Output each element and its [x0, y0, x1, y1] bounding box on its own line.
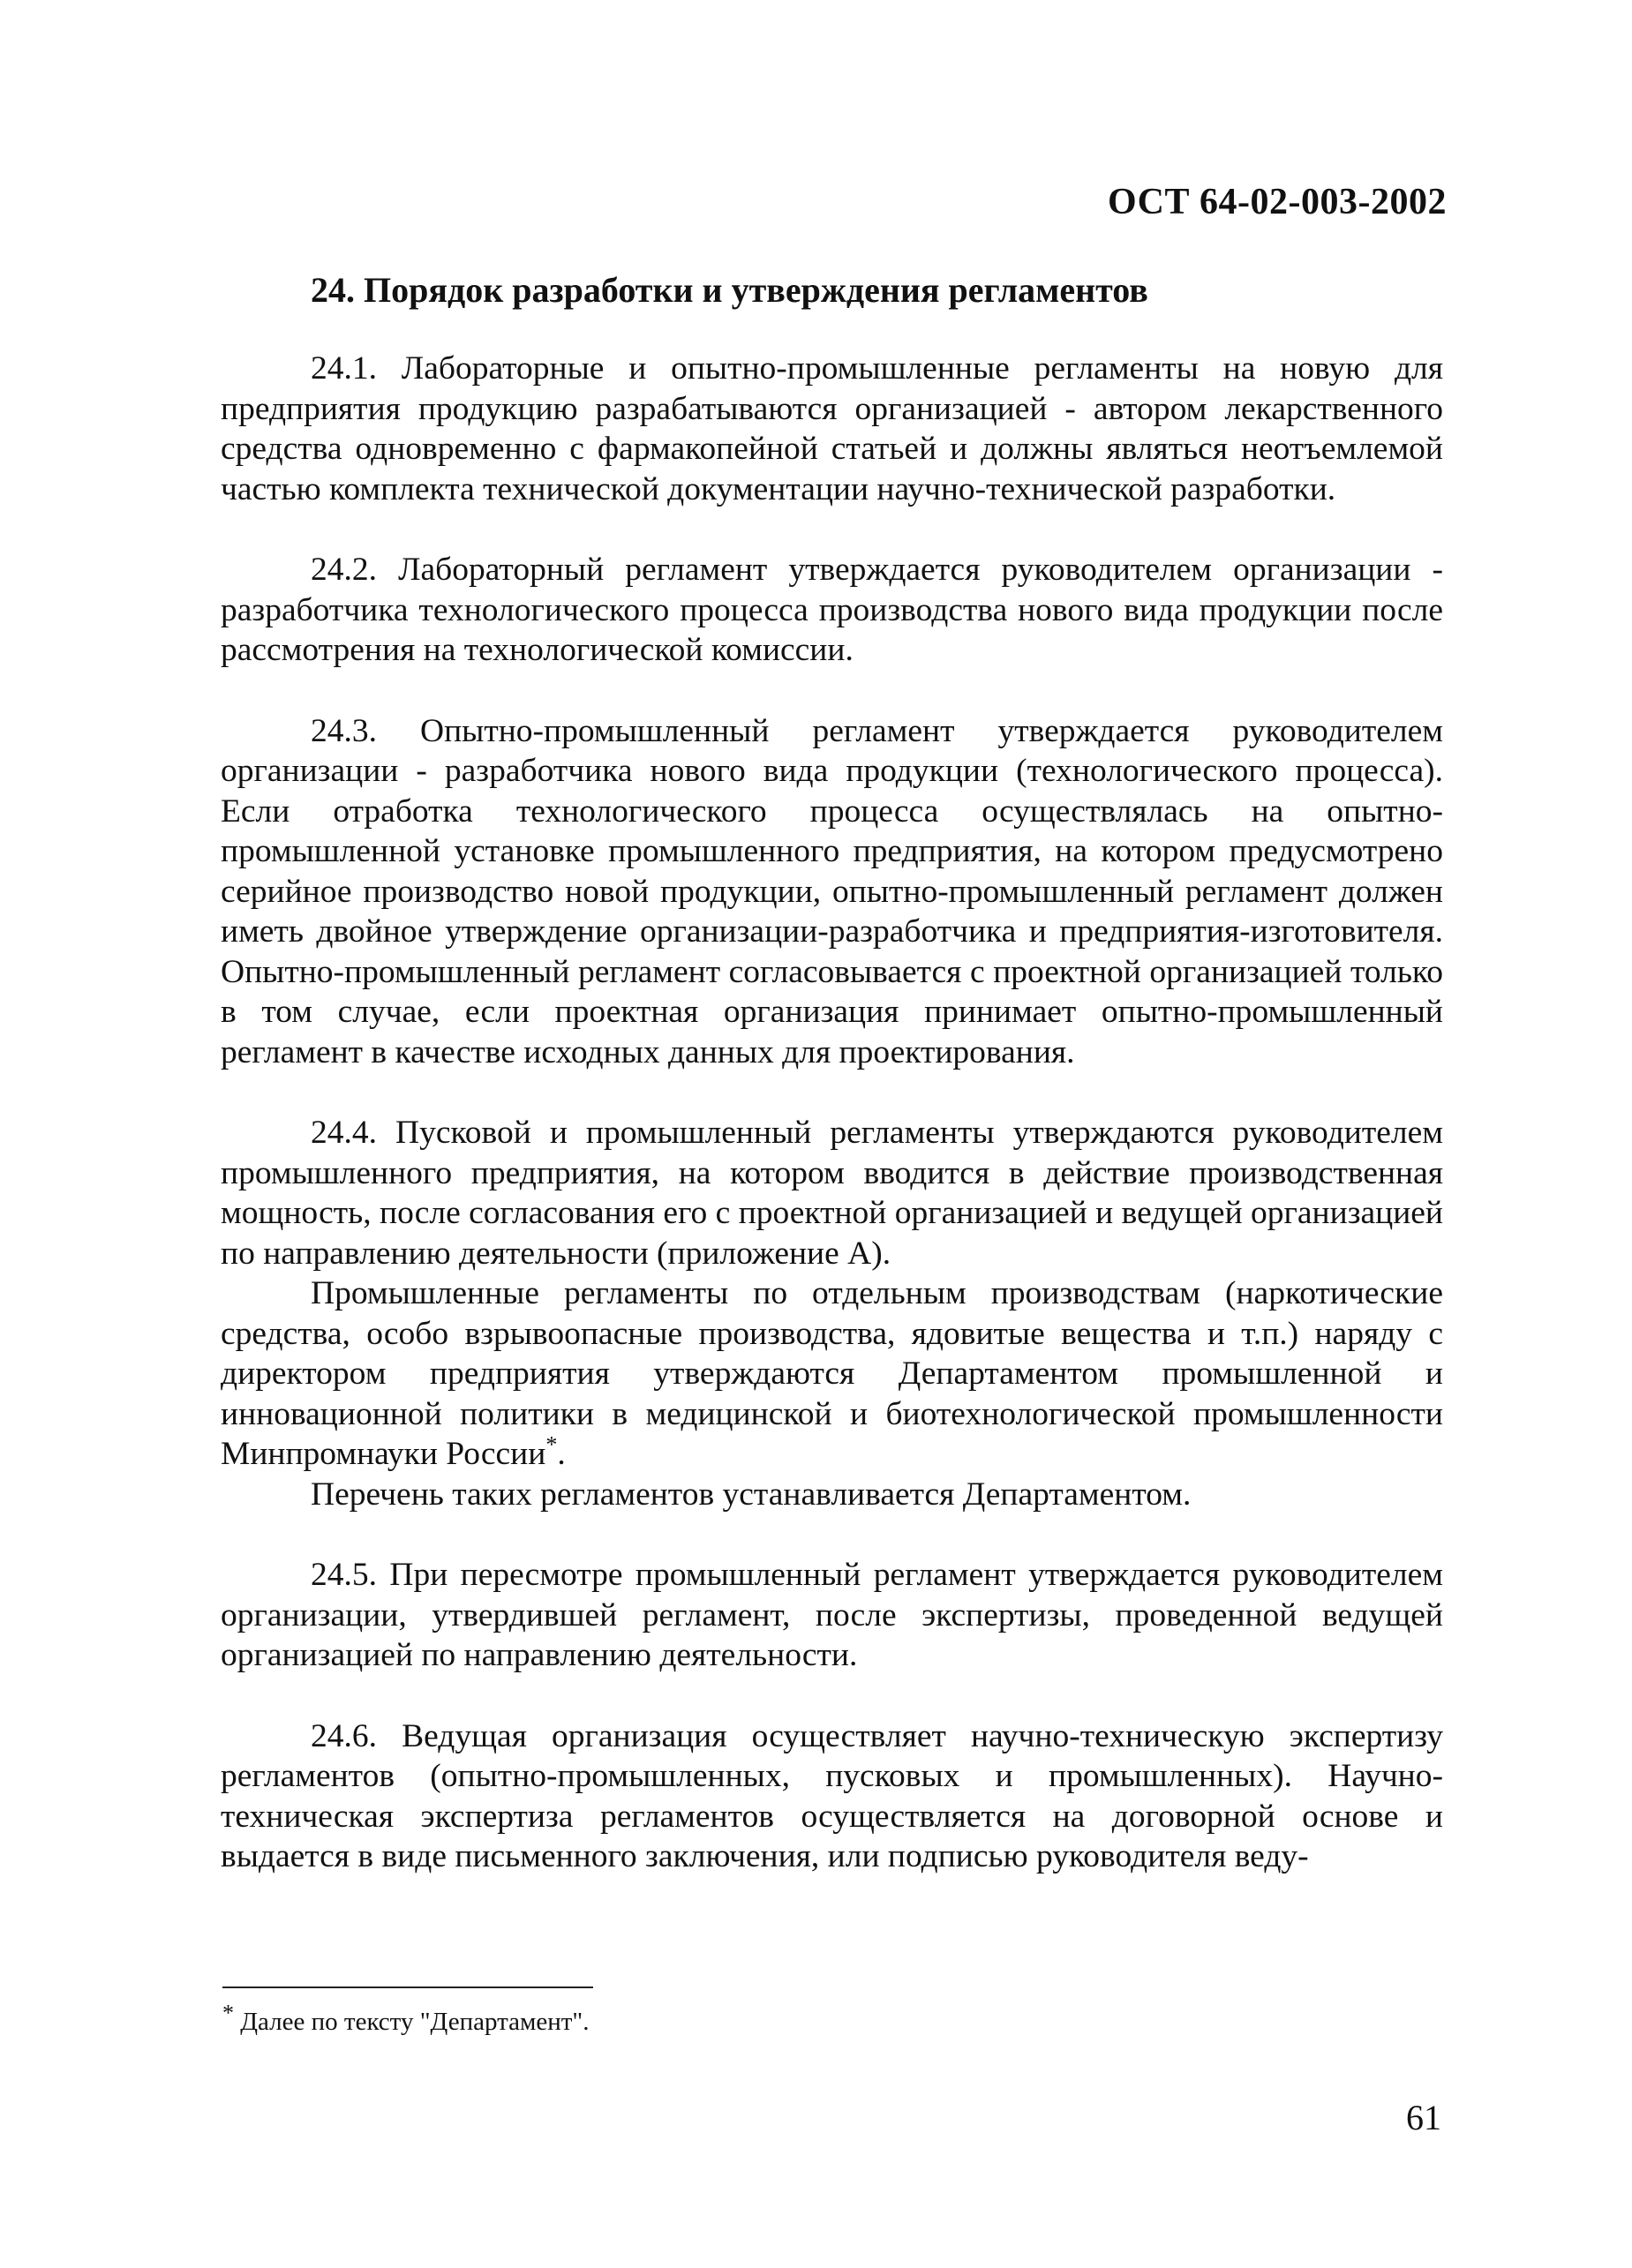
footnote-text: Далее по тексту "Департамент".	[234, 2008, 590, 2036]
paragraph-industrial-regulations-text: Промышленные регламенты по отдельным производствам (наркотические средства, особо взрывоопасные производства, ядовитые вещества и т.п.) наряду с директором предприятия утверждаются Департаментом промышленной и инновационной политики в медицинской и биотехнологической промышленности Минпромнауки России	[221, 1275, 1443, 1472]
paragraph-24-1: 24.1. Лабораторные и опытно-промышленные регламенты на новую для предприятия продукцию разрабатываются организацией - автором лекарственного средства одновременно с фармакопейной статьей и должны являться неотъемлемой частью комплекта технической документации научно-технической разработки.	[221, 350, 1443, 507]
footnote-reference: *	[545, 1431, 558, 1458]
paragraph-24-6: 24.6. Ведущая организация осуществляет научно-техническую экспертизу регламентов (опытно-промышленных, пусковых и промышленных). Научно-техническая экспертиза регламентов осуществляется на договорной основе и выдается в виде письменного заключения, или подписью руководителя веду-	[221, 1717, 1443, 1874]
footnote	[222, 2000, 590, 2037]
footnote-divider	[222, 1986, 593, 1988]
paragraph-24-3: 24.3. Опытно-промышленный регламент утверждается руководителем организации - разработчика нового вида продукции (технологического процесса). Если отработка технологического процесса осуществлялась на опытно-промышленной установке промышленного предприятия, на котором предусмотрено серийное производство новой продукции, опытно-промышленный регламент должен иметь двойное утверждение организации-разработчика и предприятия-изготовителя. Опытно-промышленный регламент согласовывается с проектной организацией только в том случае, если проектная организация принимает опытно-промышленный регламент в качестве исходных данных для проектирования.	[221, 712, 1443, 1070]
section-heading: 24. Порядок разработки и утверждения регламентов	[311, 270, 1148, 310]
page-number: 61	[1406, 2098, 1441, 2137]
paragraph-industrial-regulations	[221, 1273, 1443, 1475]
paragraph-regulations-list: Перечень таких регламентов устанавливается Департаментом.	[311, 1476, 1192, 1513]
paragraph-24-2: 24.2. Лабораторный регламент утверждается руководителем организации - разработчика технологического процесса производства нового вида продукции после рассмотрения на технологической комиссии.	[221, 552, 1443, 668]
document-code: ОСТ 64-02-003-2002	[1108, 182, 1447, 222]
paragraph-24-5: 24.5. При пересмотре промышленный регламент утверждается руководителем организации, утвердившей регламент, после экспертизы, проведенной ведущей организацией по направлению деятельности.	[221, 1557, 1443, 1673]
paragraph-24-4: 24.4. Пусковой и промышленный регламенты утверждаются руководителем промышленного предприятия, на котором вводится в действие производственная мощность, после согласования его с проектной организацией и ведущей организацией по направлению деятельности (приложение А).	[221, 1115, 1443, 1272]
body-text	[221, 349, 1443, 1877]
footnote-mark: *	[222, 2000, 234, 2026]
paragraph-end-punctuation: .	[557, 1436, 566, 1472]
